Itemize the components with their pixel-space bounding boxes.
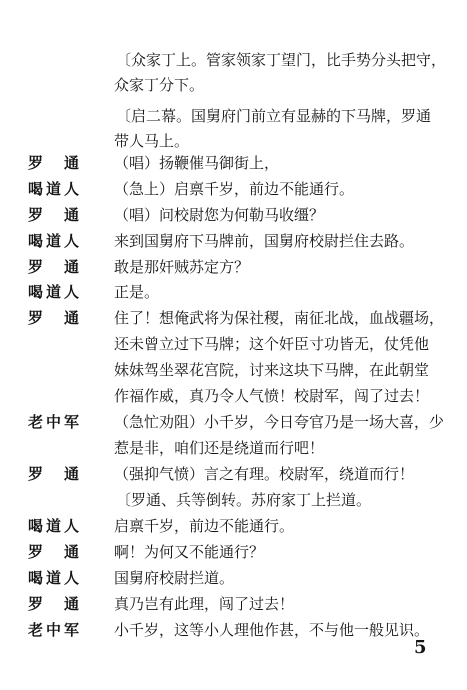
dialogue-line (0, 514, 467, 538)
speaker-name: 老中军 (28, 413, 83, 431)
speaker-name: 罗 通 (28, 154, 83, 172)
speaker-name: 喝道人 (28, 517, 83, 535)
line-text: （急上）启禀千岁，前边不能通行。 (114, 180, 355, 198)
speaker-name: 老中军 (28, 621, 83, 639)
line-text: 带人马上。 (114, 132, 190, 150)
stage-direction-line (0, 488, 467, 512)
speaker-name: 罗 通 (28, 543, 83, 561)
line-text: 住了！想俺武将为保社稷，南征北战，血战疆场， (114, 309, 445, 327)
speaker-name: 罗 通 (28, 465, 83, 483)
line-text: 妹妹驾坐翠花宫院，讨来这块下马牌，在此朝堂 (114, 361, 430, 379)
stage-direction-line (0, 73, 467, 97)
line-text: （唱）扬鞭催马御街上， (114, 154, 280, 172)
speaker-name: 喝道人 (28, 180, 83, 198)
dialogue-continuation (0, 384, 467, 408)
speaker-name: 喝道人 (28, 232, 83, 250)
dialogue-line (0, 203, 467, 227)
dialogue-line (0, 592, 467, 616)
dialogue-line (0, 540, 467, 564)
line-text: 众家丁分下。 (114, 76, 205, 94)
line-text: 来到国舅府下马牌前，国舅府校尉拦住去路。 (114, 232, 415, 250)
line-text: 真乃岂有此理，闯了过去！ (114, 595, 295, 613)
dialogue-line (0, 151, 467, 175)
line-text: 正是。 (114, 283, 160, 301)
dialogue-line (0, 566, 467, 590)
dialogue-line (0, 177, 467, 201)
speaker-name: 罗 通 (28, 595, 83, 613)
dialogue-line (0, 229, 467, 253)
stage-direction-line (0, 129, 467, 153)
line-text: （强抑气愤）言之有理。校尉军，绕道而行！ (114, 465, 415, 483)
speaker-name: 喝道人 (28, 569, 83, 587)
dialogue-line (0, 618, 467, 642)
line-text: 〔众家丁上。管家领家丁望门，比手势分头把守， (116, 51, 447, 69)
line-text: 〔罗通、兵等倒转。苏府家丁上拦道。 (116, 491, 372, 509)
speaker-name: 喝道人 (28, 283, 83, 301)
speaker-name: 罗 通 (28, 309, 83, 327)
stage-direction-line (0, 104, 467, 128)
dialogue-continuation (0, 358, 467, 382)
dialogue-continuation (0, 332, 467, 356)
line-text: 小千岁，这等小人理他作甚，不与他一般见识。 (114, 621, 430, 639)
dialogue-line (0, 410, 467, 434)
line-text: 〔启二幕。国舅府门前立有显赫的下马牌，罗通 (116, 107, 432, 125)
line-text: 啊！为何又不能通行？ (114, 543, 265, 561)
line-text: 启禀千岁，前边不能通行。 (114, 517, 295, 535)
line-text: 还未曾立过下马牌；这个奸臣寸功皆无，仗凭他 (114, 335, 430, 353)
stage-direction-line (0, 48, 467, 72)
line-text: 作福作威，真乃令人气愤！校尉军，闯了过去！ (114, 387, 430, 405)
dialogue-line (0, 280, 467, 304)
dialogue-line (0, 255, 467, 279)
dialogue-line (0, 462, 467, 486)
line-text: 惹是非，咱们还是绕道而行吧！ (114, 439, 325, 457)
line-text: 国舅府校尉拦道。 (114, 569, 235, 587)
speaker-name: 罗 通 (28, 258, 83, 276)
line-text: 敢是那奸贼苏定方？ (114, 258, 250, 276)
dialogue-line (0, 306, 467, 330)
page-number: 5 (414, 637, 427, 658)
speaker-name: 罗 通 (28, 206, 83, 224)
line-text: （急忙劝阻）小千岁，今日夸官乃是一场大喜，少 (114, 413, 445, 431)
dialogue-continuation (0, 436, 467, 460)
line-text: （唱）问校尉您为何勒马收缰？ (114, 206, 325, 224)
